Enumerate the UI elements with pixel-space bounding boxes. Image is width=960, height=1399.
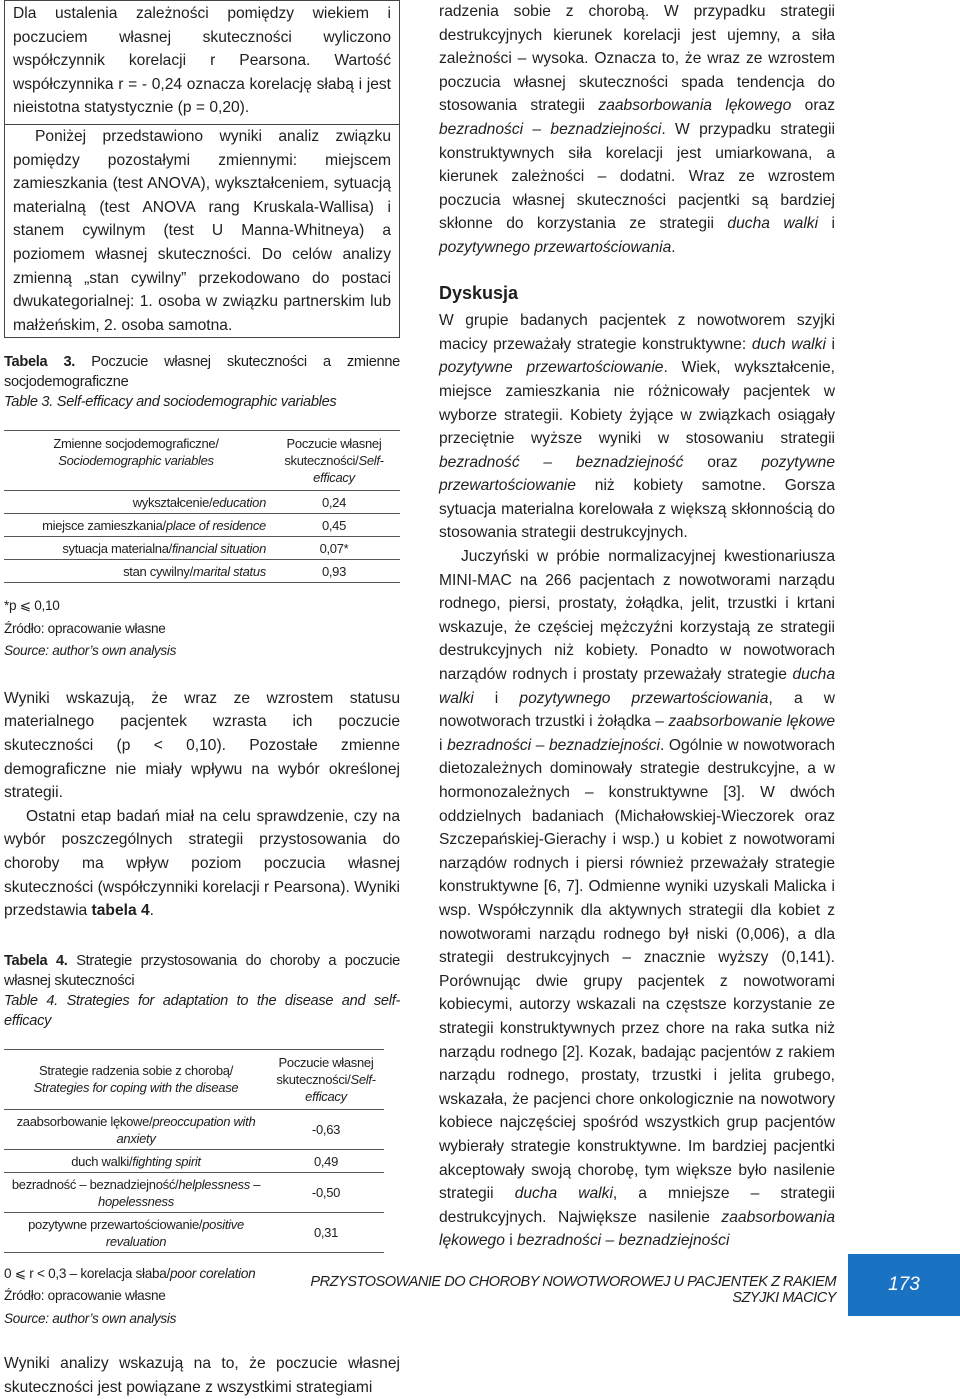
table3-caption-en — [4, 392, 400, 412]
table3 — [4, 430, 400, 583]
bottom-paragraph: Wyniki analizy wskazują na to, że poczucie własnej skuteczności jest powiązane z wszystkimi strategiami — [4, 1355, 400, 1396]
page-number: 173 — [888, 1274, 920, 1295]
table-row — [4, 1172, 384, 1212]
strategy-name: ducha walki — [439, 666, 835, 707]
last-stage-paragraph — [4, 805, 400, 923]
intro-box — [4, 0, 400, 125]
row-value: 0,45 — [268, 514, 400, 537]
strategy-name: pozytywnego przewartościowania — [519, 689, 769, 707]
section-heading-discussion: Dyskusja — [439, 282, 519, 303]
table4 — [4, 1049, 384, 1253]
table3-col2-pl: Poczucie własnej skuteczności/ — [284, 436, 382, 469]
strategy-name: pozytywne przewartościowanie — [439, 453, 836, 495]
discussion-paragraph-1 — [439, 309, 835, 545]
row-label-pl: duch walki/ — [71, 1153, 133, 1169]
discussion-paragraph-2 — [439, 545, 835, 1253]
table3-col1-pl: Zmienne socjodemograficzne/ — [53, 436, 219, 452]
table3-col2-en: Self-efficacy — [313, 453, 384, 486]
table3-label: Tabela 3. — [4, 354, 76, 371]
page-number-box — [848, 1254, 960, 1316]
text-run: i — [818, 215, 835, 233]
table3-col1-en: Sociodemographic variables — [58, 453, 214, 469]
strategy-name: ducha walki — [727, 215, 819, 233]
table4-header — [4, 1049, 384, 1109]
row-value: -0,63 — [268, 1109, 384, 1149]
text-run: radzenia sobie z chorobą. W przypadku strategii destrukcyjnych kierunek korelacji jest ujemny, a siła zależności – wysoka. Oznacza to, że wraz ze wzrostem poczucia własnej skuteczności spada tendencja do stosowania strategii — [439, 3, 835, 115]
strategy-name: zaabsorbowania lękowego — [439, 1208, 835, 1250]
table4-footnote-pl: 0 ⩽ r < 0,3 – korelacja słaba/ — [4, 1265, 170, 1281]
table4-col2-pl: Poczucie własnej skuteczności/ — [276, 1054, 374, 1087]
row-label-en: financial situation — [171, 541, 266, 557]
text-run: , a w nowotworach trzustki i żołądka – — [439, 689, 835, 731]
table4-title-en: Strategies for adaptation to the disease and self-efficacy — [4, 992, 401, 1029]
table4-source-en — [4, 1308, 400, 1331]
strategy-name: zaabsorbowania lękowego — [598, 97, 792, 115]
table3-block — [4, 352, 400, 663]
running-title: PRZYSTOSOWANIE DO CHOROBY NOWOTWOROWEJ U PACJENTEK Z RAKIEM SZYJKI MACICY — [310, 1274, 836, 1306]
table4-col1-pl: Strategie radzenia sobie z chorobą/ — [38, 1063, 233, 1079]
row-label-pl: wykształcenie/ — [132, 495, 213, 511]
row-label-pl: bezradność – beznadziejność/ — [11, 1176, 179, 1192]
table4-caption-en — [4, 991, 400, 1031]
table4-label: Tabela 4. — [4, 952, 68, 969]
row-label-pl: sytuacja materialna/ — [62, 541, 172, 557]
strategy-name: bezradności – beznadziejności — [517, 1232, 730, 1250]
row-value: 0,31 — [268, 1212, 384, 1252]
text-run: . W przypadku strategii konstruktywnych siła korelacji jest umiarkowana, a kierunek zależności – dodatni. Wraz ze wzrostem poczucia własnej skuteczności pacjentki są bardziej skłonne do korzystania ze strategii — [439, 120, 835, 233]
table3-title-pl: Poczucie własnej skuteczności a zmienne socjodemograficzne — [4, 354, 400, 391]
method-paragraph: Poniżej przedstawiono wyniki analiz związku pomiędzy pozostałymi zmiennymi: miejscem zamieszkania (test ANOVA), wykształceniem, sytuacją materialną (test ANOVA rang Kruskala-Wallisa) i stanem cywilnym (test U Manna-Whitneya) a poziomem własnej skuteczności. Do celów analizy zmienną „stan cywilny” przekodowano do postaci dwukategorialnej: 1. osoba w związku partnerskim lub małżeńskim, 2. osoba samotna. — [13, 127, 391, 334]
table-row — [4, 1212, 384, 1252]
strategy-name: pozytywnego przewartościowania — [439, 238, 672, 256]
strategy-name: duch walki — [751, 335, 826, 353]
row-label-pl: stan cywilny/ — [123, 564, 193, 580]
text-run: . Ogólnie w nowotworach dietozależnych dominowały strategie destrukcyjne, a w hormonozależnych – konstruktywne [3]. W dwóch oddzielnych badaniach (Michałowskiej-Wieczorek oraz Szczepańskiej-Gierachy i wsp.) u kobiet z nowotworami narządów rodnych i piersi również przeważały strategie konstruktywne [6, 7]. Odmienne wyniki uzyskali Malicka i wsp. Współczynnik dla aktywnych strategii dla kobiet z nowotworami narządu rodnego był niski (0,006), a dla strategii destrukcyjnych – znacznie wyższy (0,141). Porównując dwie grupy pacjentek z nowotworami kobiecymi, autorzy wskazali na częstsze korzystanie ze strategii konstruktywnych przez chore na raka sutka niż narządu rodnego [2]. Kozak, badając pacjentów z rakiem narządu rodnego, prostaty, trzustki i jelita grubego, wskazała, że pacjenci chore onkologicznie na nowotwory kobiece najczęściej spośród wszystkich grup pacjentów wybierały strategie konstruktywne. Im bardziej pacjentki akceptowały swoją chorobę, tym większe było nasilenie strategii — [439, 736, 835, 1203]
table3-source-en — [4, 640, 400, 663]
row-label-en: preoccupation with anxiety — [116, 1113, 256, 1146]
text-run: niż kobiety samotne. Gorsza sytuacja materialna korelowała z większą skłonnością do stosowania strategii destrukcyjnych. — [439, 477, 835, 542]
table4-label-en: Table 4. — [4, 992, 58, 1009]
table-row — [4, 491, 400, 514]
table-row — [4, 1149, 384, 1172]
strategy-name: ducha walki — [514, 1185, 613, 1203]
table4-col2-en: Self-efficacy — [305, 1071, 376, 1104]
row-value: 0,93 — [268, 560, 400, 583]
row-label-pl: pozytywne przewartościowanie/ — [28, 1216, 203, 1232]
strategy-name: bezradności – beznadziejności — [447, 736, 660, 754]
row-label-en: helplessness – hopelessness — [98, 1176, 261, 1209]
text-run: oraz — [791, 97, 835, 115]
last-stage-text: Ostatni etap badań miał na celu sprawdzenie, czy na wybór poszczególnych strategii przystosowania do choroby ma wpływ poziom poczucia własnej skuteczności (współczynniki korelacji r Pearsona). Wyniki przedstawia — [4, 807, 400, 920]
text-run: i — [504, 1232, 518, 1250]
row-label-en: marital status — [192, 564, 266, 580]
table3-source-en-text: Source: author’s own analysis — [4, 643, 177, 659]
left-column — [4, 0, 400, 1399]
table-row — [4, 560, 400, 583]
table3-caption-pl — [4, 352, 400, 392]
text-run: i — [473, 689, 520, 707]
table-row — [4, 1109, 384, 1149]
table4-source-pl: Źródło: opracowanie własne — [4, 1288, 166, 1304]
table3-source-pl: Źródło: opracowanie własne — [4, 620, 166, 636]
right-column — [439, 0, 835, 1253]
row-label-en: place of residence — [165, 518, 266, 534]
table4-col2-header — [268, 1049, 384, 1109]
row-label-pl: zaabsorbowanie lękowe/ — [16, 1113, 153, 1129]
row-value: -0,50 — [268, 1172, 384, 1212]
continuation-paragraph — [439, 0, 835, 260]
method-box — [4, 125, 400, 338]
table3-col1-header — [4, 431, 268, 491]
table3-col2-header — [268, 431, 400, 491]
row-label-en: fighting spirit — [132, 1153, 201, 1169]
table-row — [4, 514, 400, 537]
table3-label-en: Table 3. — [4, 394, 53, 411]
last-stage-end: . — [149, 902, 154, 920]
row-value: 0,07* — [268, 537, 400, 560]
text-run: i — [439, 736, 448, 754]
table4-source-en-text: Source: author’s own analysis — [4, 1310, 177, 1326]
table4-caption-pl — [4, 951, 400, 991]
text-run: . Wiek, wykształcenie, miejsce zamieszkania nie różnicowały pacjentek w wyborze strategii. Kobiety żyjące w związkach osiągały przeciętnie wyższe wyniki w stosowaniu strategii — [439, 359, 836, 448]
strategy-name: bezradności – beznadziejności — [439, 120, 662, 138]
row-label-en: education — [212, 495, 266, 511]
row-value: 0,49 — [268, 1149, 384, 1172]
table3-footnote: *p ⩽ 0,10 — [4, 598, 60, 614]
strategy-name: pozytywne przewartościowanie — [439, 359, 664, 377]
text-run: , a mniejsze – strategii destrukcyjnych. Największe nasilenie — [439, 1185, 836, 1226]
row-label-en: positive revaluation — [105, 1216, 244, 1249]
table-row — [4, 537, 400, 560]
table4-footnote-en: poor corelation — [170, 1265, 256, 1281]
intro-paragraph: Dla ustalenia zależności pomiędzy wiekiem i poczuciem własnej skuteczności wyliczono współczynnik korelacji r Pearsona. Wartość współczynnika r = - 0,24 oznacza korelację słabą i jest nieistotna statystycznie (p = 0,20). — [13, 5, 391, 117]
table4-col1-en: Strategies for coping with the disease — [33, 1080, 239, 1096]
table3-header — [4, 431, 400, 491]
table3-title-en: Self-efficacy and sociodemographic variables — [56, 394, 337, 411]
table4-reference: tabela 4 — [91, 902, 150, 920]
text-run: i — [825, 335, 835, 353]
table4-col1-header — [4, 1049, 268, 1109]
strategy-name: zaabsorbowanie lękowe — [668, 713, 835, 731]
results-paragraph: Wyniki wskazują, że wraz ze wzrostem statusu materialnego pacjentek wzrasta ich poczucie skuteczności (p < 0,10). Pozostałe zmienne demograficzne nie miały wpływu na wybór określonej strategii. — [4, 689, 400, 802]
text-run: . — [671, 238, 676, 256]
row-label-pl: miejsce zamieszkania/ — [42, 518, 166, 534]
text-run: W grupie badanych pacjentek z nowotworem szyjki macicy przeważały strategie konstruktywne: — [439, 312, 835, 353]
row-value: 0,24 — [268, 491, 400, 514]
text-run: Juczyński w próbie normalizacyjnej kwestionariusza MINI-MAC na 266 pacjentach z nowotworami narządu rodnego, piersi, prostaty, żołądka, jelit, trzustki i krtani wskazuje, że częściej mężczyźni korzystają ze strategii destrukcyjnych niż kobiety. Ponadto w nowotworach narządów rodnych i prostaty przeważały strategie — [439, 548, 835, 684]
table4-title-pl: Strategie przystosowania do choroby a poczucie własnej skuteczności — [4, 952, 400, 989]
strategy-name: bezradność – beznadziejność — [439, 453, 684, 471]
text-run: oraz — [683, 453, 762, 471]
